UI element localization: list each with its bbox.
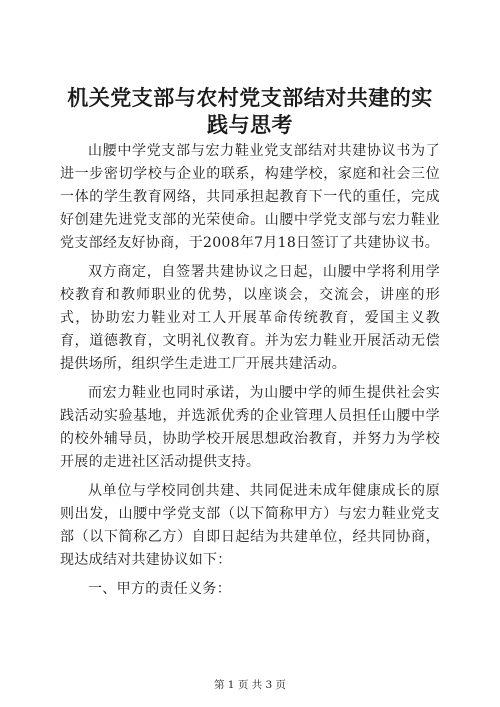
paragraph-company-commitment: 而宏力鞋业也同时承诺，为山腰中学的师生提供社会实践活动实验基地，并选派优秀的企业管理人员担任山腰中学的校外辅导员，协助学校开展思想政治教育，并努力为学校开展的走进社区活动提供支持。 [60,385,440,470]
section-heading-party-a-duties: 一、甲方的责任义务： [88,581,231,597]
document-title: 机关党支部与农村党支部结对共建的实践与思考 [67,85,433,137]
paragraph-intro: 山腰中学党支部与宏力鞋业党支部结对共建协议书为了进一步密切学校与企业的联系，构建学校，家庭和社会三位一体的学生教育网络，共同承担起教育下一代的重任，完成好创建先进党支部的光荣使命。山腰中学党支部与宏力鞋业党支部经友好协商，于2008年7月18日签订了共建协议书。 [60,143,440,251]
page-number-footer: 第 1 页 共 3 页 [213,679,287,691]
paragraph-agreement-principle: 从单位与学校同创共建、共同促进未成年健康成长的原则出发，山腰中学党支部（以下简称甲方）与宏力鞋业党支部（以下简称乙方）自即日起结为共建单位，经共同协商，现达成结对共建协议如下： [60,483,440,568]
document-body [60,140,440,607]
paragraph-school-commitment: 双方商定，自签署共建协议之日起，山腰中学将利用学校教育和教师职业的优势，以座谈会，交流会，讲座的形式，协助宏力鞋业对工人开展革命传统教育，爱国主义教育，道德教育，文明礼仪教育。并为宏力鞋业开展活动无偿提供场所，组织学生走进工厂开展共建活动。 [60,264,440,372]
